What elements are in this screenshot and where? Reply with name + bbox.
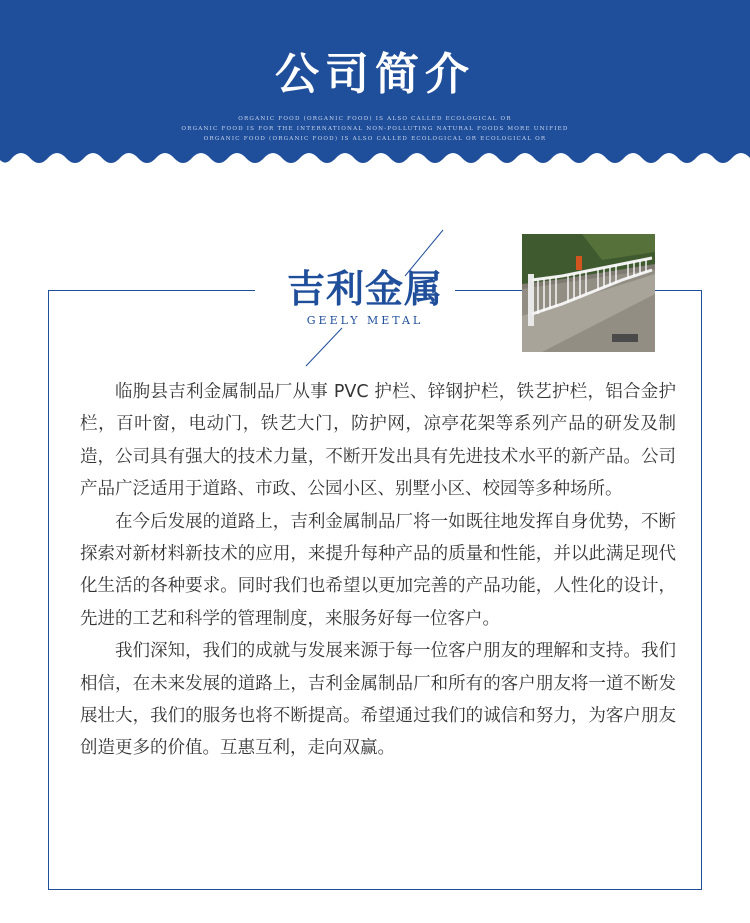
banner-subtitle-line: ORGANIC FOOD (ORGANIC FOOD) IS ALSO CALLED ECOLOGICAL OR ECOLOGICAL OR [203,136,547,142]
banner-subtitle-line: ORGANIC FOOD IS FOR THE INTERNATIONAL NON-POLLUTING NATURAL FOODS MORE UNIFIED [181,126,569,132]
heading-english: GEELY METAL [306,314,424,327]
company-description [80,376,676,765]
road-fence-photo [522,234,655,352]
company-heading [270,228,460,368]
page-title: 公司简介 [275,49,475,100]
paragraph: 在今后发展的道路上，吉利金属制品厂将一如既往地发挥自身优势，不断探索对新材料新技术的应用，来提升每种产品的质量和性能，并以此满足现代化生活的各种要求。同时我们也希望以更加完善的产品功能，人性化的设计，先进的工艺和科学的管理制度，来服务好每一位客户。 [80,511,676,629]
banner-subtitle-line: ORGANIC FOOD (ORGANIC FOOD) IS ALSO CALLED ECOLOGICAL OR [238,116,512,122]
heading-chinese: 吉利金属 [286,266,443,311]
header-banner [0,0,750,180]
paragraph: 临朐县吉利金属制品厂从事 PVC 护栏、锌钢护栏，铁艺护栏，铝合金护栏，百叶窗，电动门，铁艺大门，防护网，凉亭花架等系列产品的研发及制造，公司具有强大的技术力量，不断开发出具有先进技术水平的新产品。公司产品广泛适用于道路、市政、公园小区、别墅小区、校园等多种场所。 [80,382,676,500]
paragraph: 我们深知，我们的成就与发展来源于每一位客户朋友的理解和支持。我们相信，在未来发展的道路上，吉利金属制品厂和所有的客户朋友将一道不断发展壮大，我们的服务也将不断提高。希望通过我们的诚信和努力，为客户朋友创造更多的价值。互惠互利，走向双赢。 [80,641,676,759]
